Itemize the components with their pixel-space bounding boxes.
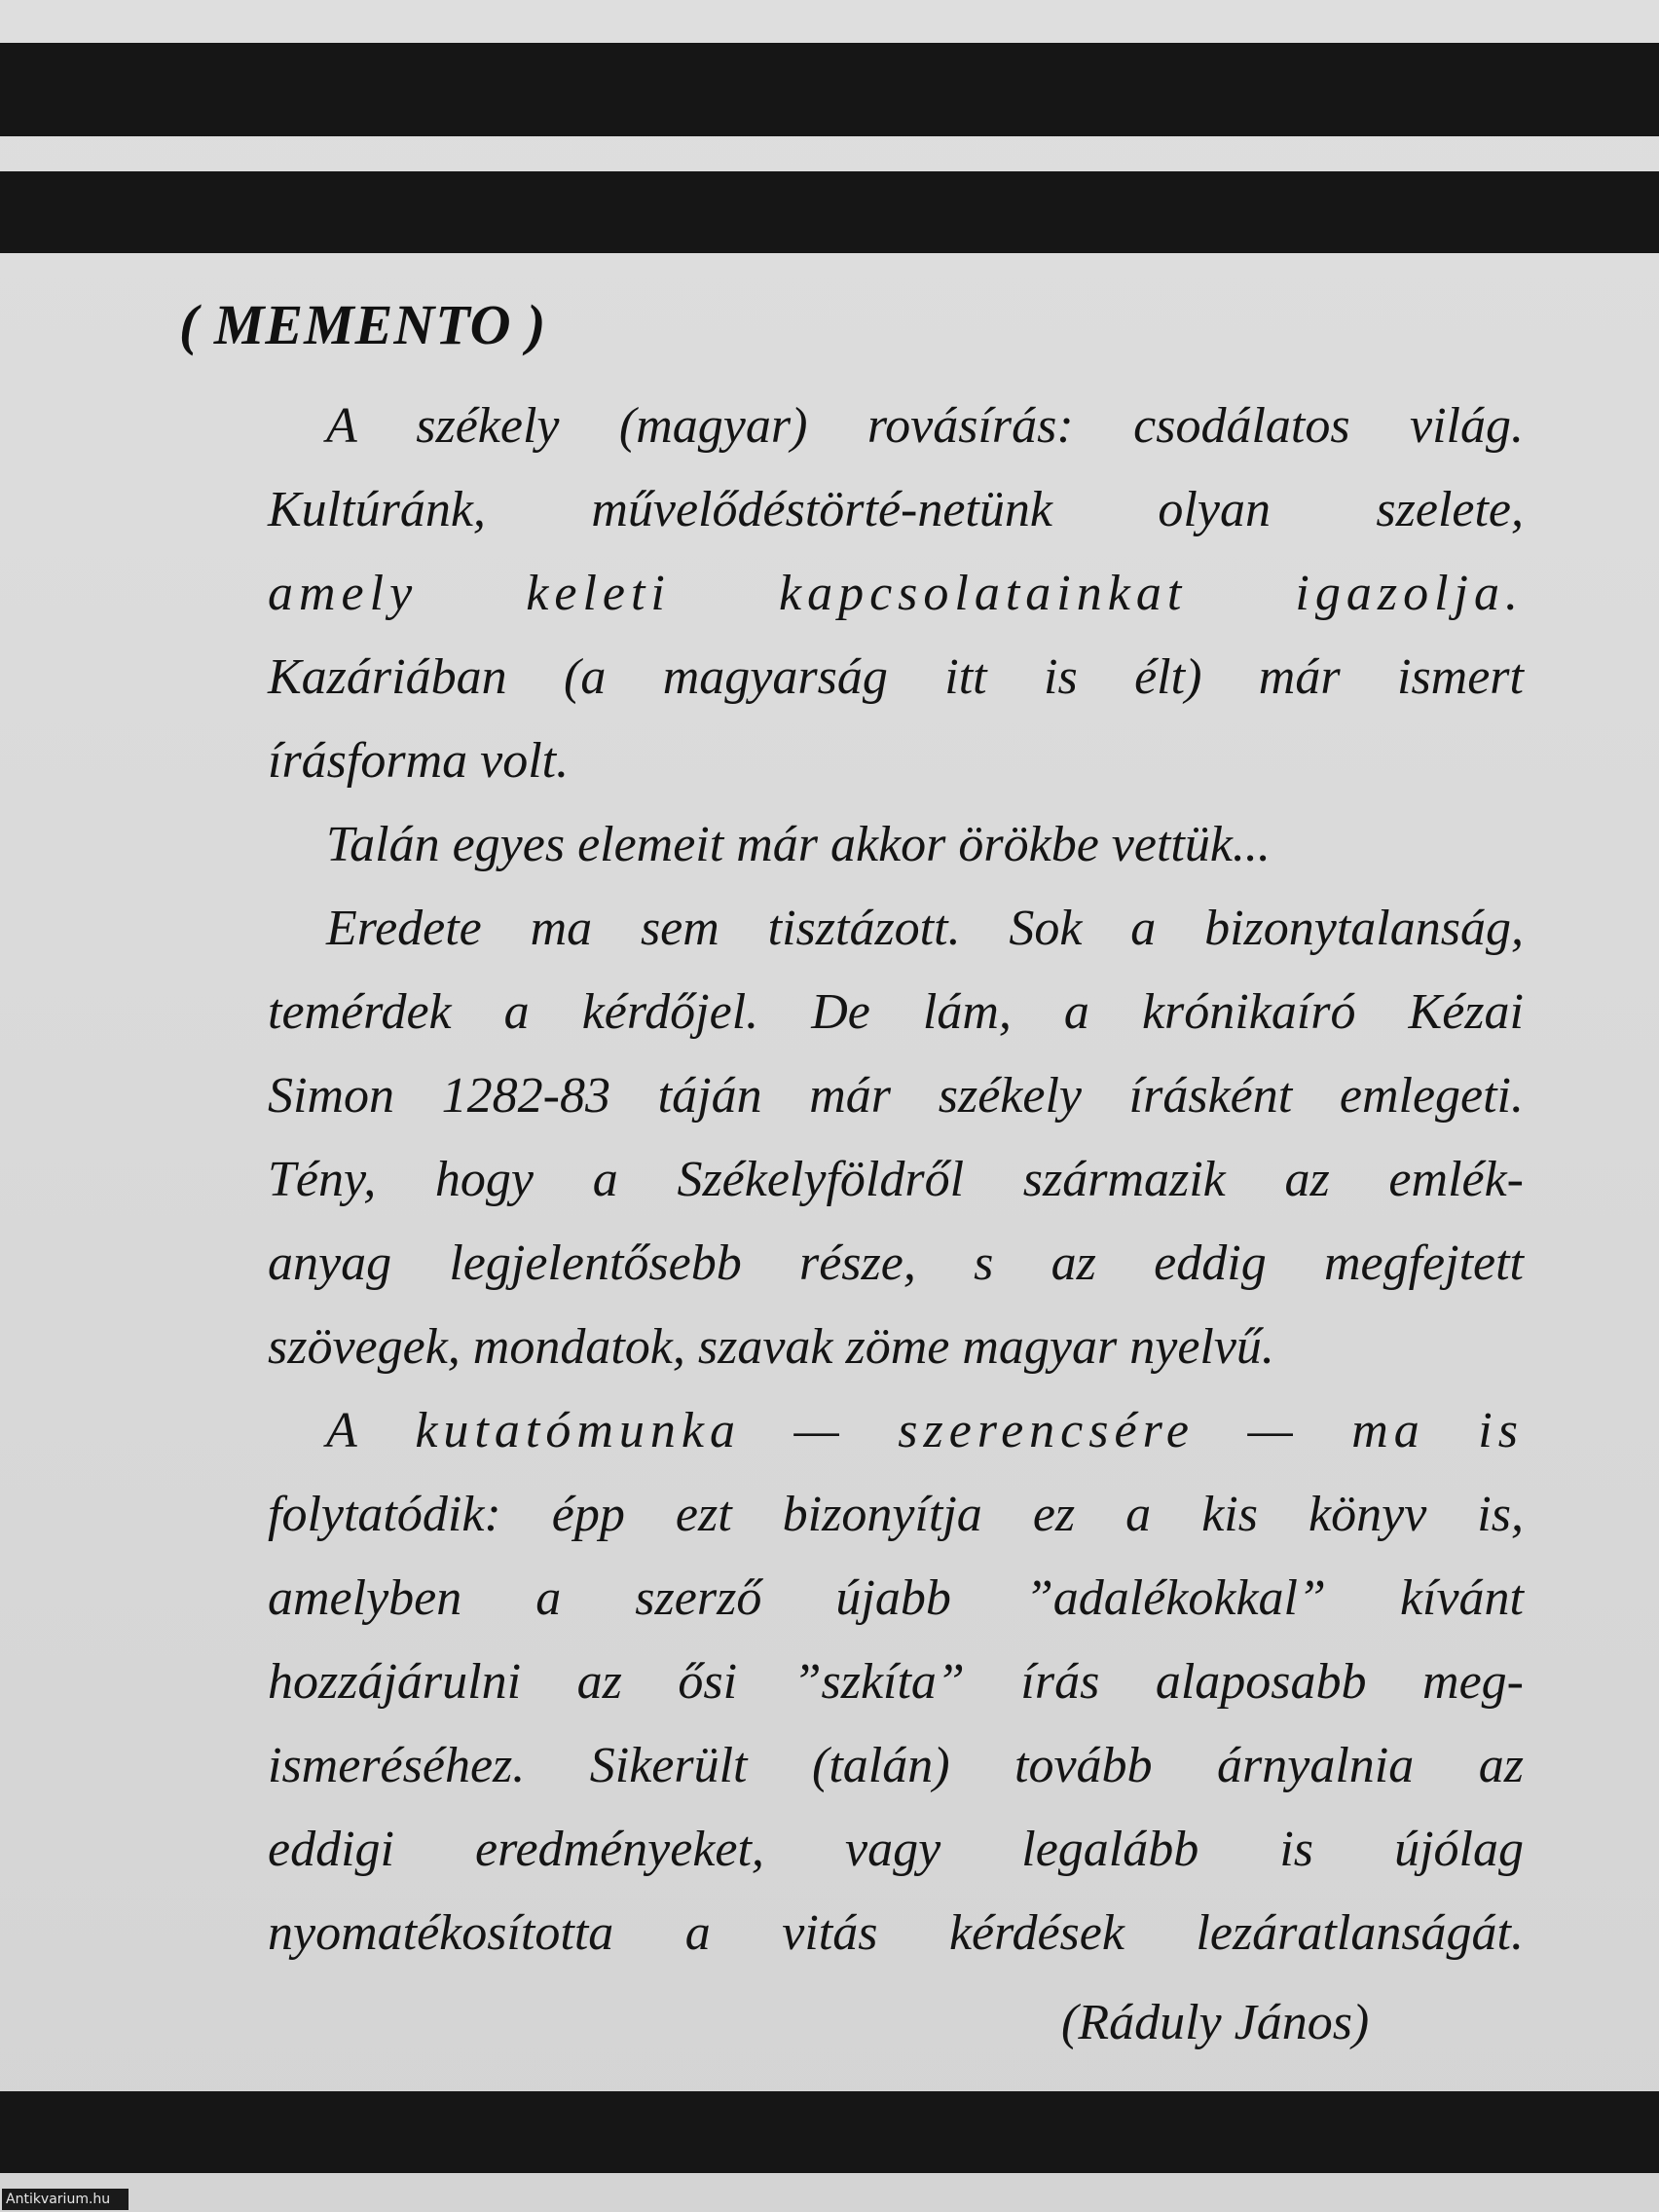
text-line: írásforma volt. (268, 733, 570, 789)
text-line: Kazáriában (a magyarság itt is élt) már ismert (268, 649, 1524, 705)
text-line: Eredete ma sem tisztázott. Sok a bizonytalanság, (326, 901, 1524, 956)
text-line: hozzájárulni az ősi ”szkíta” írás alaposabb meg- (268, 1654, 1524, 1710)
text-line: Talán egyes elemeit már akkor örökbe vettük... (326, 817, 1271, 872)
text-line: A székely (magyar) rovásírás: csodálatos világ. (326, 398, 1524, 454)
text-line: temérdek a kérdőjel. De lám, a krónikaíró Kézai (268, 984, 1524, 1040)
text-line: A kutatómunka — szerencsére — ma is (326, 1403, 1524, 1458)
text-line: amelyben a szerző újabb ”adalékokkal” kívánt (268, 1570, 1524, 1626)
text-line: amely keleti kapcsolatainkat igazolja. (268, 566, 1524, 621)
text-line: szövegek, mondatok, szavak zöme magyar nyelvű. (268, 1319, 1274, 1375)
text-line: eddigi eredményeket, vagy legalább is újólag (268, 1822, 1524, 1877)
top-black-band (0, 43, 1659, 136)
text-line: Simon 1282-83 táján már székely írásként emlegeti. (268, 1068, 1524, 1124)
text-line: nyomatékosította a vitás kérdések lezáratlanságát. (268, 1905, 1524, 1961)
watermark: Antikvarium.hu (2, 2189, 129, 2210)
text-line: ismeréséhez. Sikerült (talán) tovább árnyalnia az (268, 1738, 1524, 1793)
bottom-black-band (0, 2091, 1659, 2173)
text-line: anyag legjelentősebb része, s az eddig megfejtett (268, 1235, 1524, 1291)
page-heading: ( MEMENTO ) (179, 293, 547, 356)
text-line: Kultúránk, művelődéstörté-netünk olyan szelete, (268, 482, 1524, 537)
text-line: folytatódik: épp ezt bizonyítja ez a kis könyv is, (268, 1487, 1524, 1542)
text-line: Tény, hogy a Székelyföldről származik az emlék- (268, 1152, 1524, 1207)
author-signature: (Ráduly János) (1061, 1995, 1370, 2050)
second-black-band (0, 171, 1659, 253)
